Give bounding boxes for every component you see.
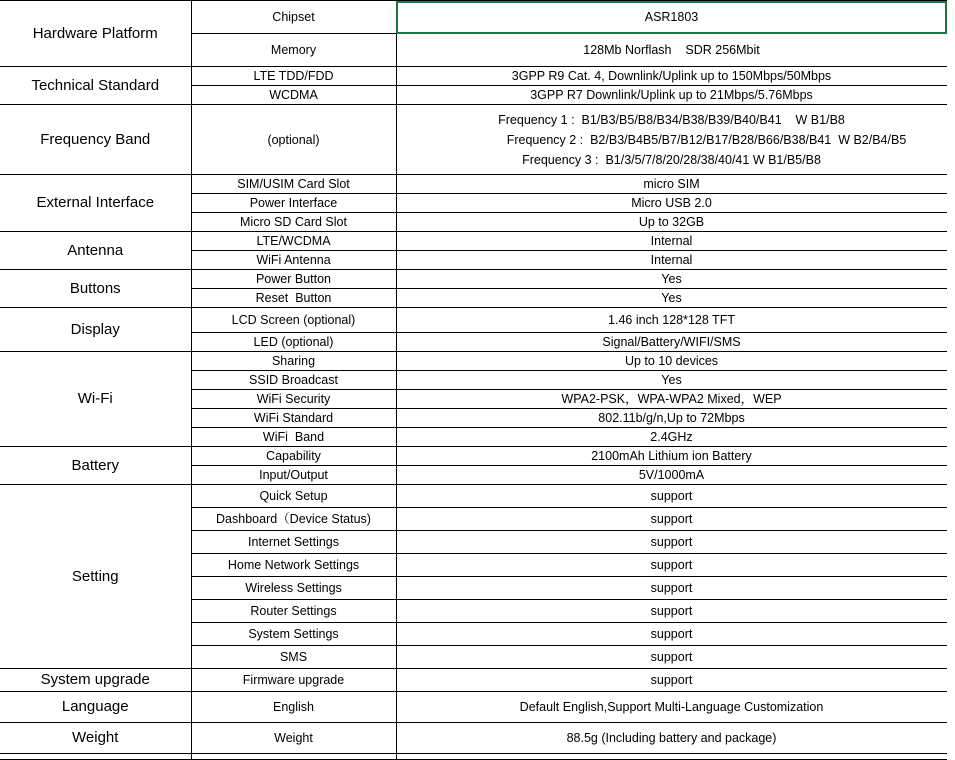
value-frequency-bands[interactable] (396, 105, 947, 175)
category-technical-standard[interactable]: Technical Standard (0, 67, 191, 105)
label-power-interface[interactable]: Power Interface (191, 194, 396, 213)
label-wcdma[interactable]: WCDMA (191, 86, 396, 105)
label-router-settings[interactable]: Router Settings (191, 600, 396, 623)
value-sd-slot[interactable]: Up to 32GB (396, 213, 947, 232)
category-buttons[interactable]: Buttons (0, 270, 191, 308)
value-capability[interactable]: 2100mAh Lithium ion Battery (396, 447, 947, 466)
value-wifi-standard[interactable]: 802.11b/g/n,Up to 72Mbps (396, 409, 947, 428)
value-weight[interactable]: 88.5g (Including battery and package) (396, 723, 947, 754)
label-firmware-upgrade[interactable]: Firmware upgrade (191, 669, 396, 692)
value-sharing[interactable]: Up to 10 devices (396, 352, 947, 371)
value-ssid-broadcast[interactable]: Yes (396, 371, 947, 390)
value-firmware-upgrade[interactable]: support (396, 669, 947, 692)
label-quick-setup[interactable]: Quick Setup (191, 485, 396, 508)
label-capability[interactable]: Capability (191, 447, 396, 466)
value-wireless-settings[interactable]: support (396, 577, 947, 600)
value-internet-settings[interactable]: support (396, 531, 947, 554)
label-led[interactable]: LED (optional) (191, 333, 396, 352)
value-home-network-settings[interactable]: support (396, 554, 947, 577)
label-wifi-security[interactable]: WiFi Security (191, 390, 396, 409)
label-sd-slot[interactable]: Micro SD Card Slot (191, 213, 396, 232)
value-lte-wcdma-antenna[interactable]: Internal (396, 232, 947, 251)
value-lte-tdd-fdd[interactable]: 3GPP R9 Cat. 4, Downlink/Uplink up to 150Mbps/50Mbps (396, 67, 947, 86)
value-lcd-screen[interactable]: 1.46 inch 128*128 TFT (396, 308, 947, 333)
value-language[interactable]: Default English,Support Multi-Language Customization (396, 692, 947, 723)
frequency-1-line: Frequency 1 : B1/B3/B5/B8/B34/B38/B39/B40/B41 W B1/B8 (498, 112, 845, 127)
value-quick-setup[interactable]: support (396, 485, 947, 508)
label-wireless-settings[interactable]: Wireless Settings (191, 577, 396, 600)
label-wifi-band[interactable]: WiFi Band (191, 428, 396, 447)
label-input-output[interactable]: Input/Output (191, 466, 396, 485)
category-language[interactable]: Language (0, 692, 191, 723)
label-system-settings[interactable]: System Settings (191, 623, 396, 646)
label-wifi-antenna[interactable]: WiFi Antenna (191, 251, 396, 270)
value-system-settings[interactable]: support (396, 623, 947, 646)
category-wifi[interactable]: Wi-Fi (0, 352, 191, 447)
category-battery[interactable]: Battery (0, 447, 191, 485)
label-lcd-screen[interactable]: LCD Screen (optional) (191, 308, 396, 333)
sheet-right-margin (947, 0, 955, 760)
label-dashboard[interactable]: Dashboard（Device Status) (191, 508, 396, 531)
category-display[interactable]: Display (0, 308, 191, 352)
value-wifi-security[interactable]: WPA2-PSK，WPA-WPA2 Mixed，WEP (396, 390, 947, 409)
label-sim-slot[interactable]: SIM/USIM Card Slot (191, 175, 396, 194)
value-router-settings[interactable]: support (396, 600, 947, 623)
label-home-network-settings[interactable]: Home Network Settings (191, 554, 396, 577)
label-internet-settings[interactable]: Internet Settings (191, 531, 396, 554)
label-sharing[interactable]: Sharing (191, 352, 396, 371)
label-weight[interactable]: Weight (191, 723, 396, 754)
next-row-label-stub[interactable] (191, 754, 396, 760)
label-power-button[interactable]: Power Button (191, 270, 396, 289)
value-wcdma[interactable]: 3GPP R7 Downlink/Uplink up to 21Mbps/5.76Mbps (396, 86, 947, 105)
label-frequency-optional[interactable]: (optional) (191, 105, 396, 175)
label-chipset[interactable]: Chipset (191, 1, 396, 34)
value-power-button[interactable]: Yes (396, 270, 947, 289)
label-ssid-broadcast[interactable]: SSID Broadcast (191, 371, 396, 390)
label-english[interactable]: English (191, 692, 396, 723)
value-memory[interactable]: 128Mb Norflash SDR 256Mbit (396, 34, 947, 67)
value-reset-button[interactable]: Yes (396, 289, 947, 308)
label-lte-wcdma-antenna[interactable]: LTE/WCDMA (191, 232, 396, 251)
category-frequency-band[interactable]: Frequency Band (0, 105, 191, 175)
label-wifi-standard[interactable]: WiFi Standard (191, 409, 396, 428)
value-wifi-band[interactable]: 2.4GHz (396, 428, 947, 447)
frequency-2-line: Frequency 2 : B2/B3/B4B5/B7/B12/B17/B28/B66/B38/B41 W B2/B4/B5 (506, 132, 907, 147)
category-hardware-platform[interactable]: Hardware Platform (0, 1, 191, 67)
value-power-interface[interactable]: Micro USB 2.0 (396, 194, 947, 213)
value-input-output[interactable]: 5V/1000mA (396, 466, 947, 485)
value-chipset[interactable]: ASR1803 (396, 1, 947, 34)
frequency-3-line: Frequency 3 : B1/3/5/7/8/20/28/38/40/41 W B1/B5/B8 (522, 152, 821, 167)
category-setting[interactable]: Setting (0, 485, 191, 669)
value-led[interactable]: Signal/Battery/WIFI/SMS (396, 333, 947, 352)
value-sim-slot[interactable]: micro SIM (396, 175, 947, 194)
value-wifi-antenna[interactable]: Internal (396, 251, 947, 270)
label-lte-tdd-fdd[interactable]: LTE TDD/FDD (191, 67, 396, 86)
category-antenna[interactable]: Antenna (0, 232, 191, 270)
value-sms[interactable]: support (396, 646, 947, 669)
label-memory[interactable]: Memory (191, 34, 396, 67)
label-reset-button[interactable]: Reset Button (191, 289, 396, 308)
category-weight[interactable]: Weight (0, 723, 191, 754)
category-external-interface[interactable]: External Interface (0, 175, 191, 232)
next-row-value-stub[interactable] (396, 754, 947, 760)
category-system-upgrade[interactable]: System upgrade (0, 669, 191, 692)
next-row-category-stub[interactable] (0, 754, 191, 760)
value-dashboard[interactable]: support (396, 508, 947, 531)
label-sms[interactable]: SMS (191, 646, 396, 669)
